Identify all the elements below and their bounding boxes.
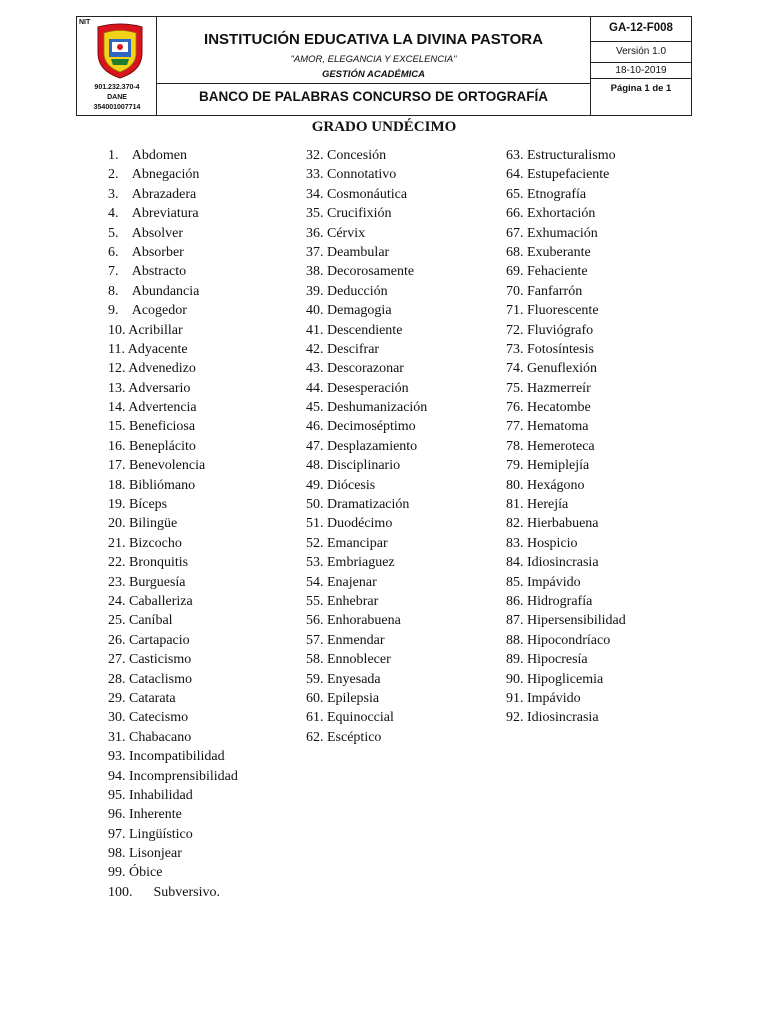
word-item: 86. Hidrografía (506, 593, 593, 609)
word-item: 17. Benevolencia (108, 458, 206, 474)
word-item: 80. Hexágono (506, 477, 585, 493)
word-item: 70. Fanfarrón (506, 283, 583, 299)
word-item: 15. Beneficiosa (108, 419, 196, 435)
word-item: 40. Demagogia (306, 303, 392, 319)
word-item: 59. Enyesada (306, 671, 381, 687)
word-item: 56. Enhorabuena (306, 613, 401, 629)
word-item: 9. Acogedor (108, 303, 187, 319)
word-item: 47. Desplazamiento (306, 438, 418, 454)
word-item: 43. Descorazonar (306, 361, 404, 377)
document-title: BANCO DE PALABRAS CONCURSO DE ORTOGRAFÍA (198, 89, 548, 104)
word-item: 79. Hemiplejía (506, 458, 590, 474)
word-item: 76. Hecatombe (506, 400, 591, 416)
word-item: 30. Catecismo (108, 710, 189, 726)
word-item: 57. Enmendar (306, 632, 385, 648)
word-item: 37. Deambular (306, 244, 390, 260)
word-item: 50. Dramatización (306, 497, 410, 513)
word-item: 71. Fluorescente (506, 303, 599, 319)
institution-name: INSTITUCIÓN EDUCATIVA LA DIVINA PASTORA (204, 31, 543, 48)
word-item: 44. Desesperación (306, 380, 409, 396)
word-item: 96. Inherente (108, 807, 182, 823)
word-item: 10. Acribillar (108, 322, 183, 338)
word-item: 82. Hierbabuena (506, 516, 599, 532)
word-item: 61. Equinoccial (306, 710, 394, 726)
word-item: 5. Absolver (108, 225, 184, 241)
word-item: 46. Decimoséptimo (306, 419, 416, 435)
page-number: Página 1 de 1 (610, 83, 672, 94)
title-cell (157, 17, 591, 115)
divider (157, 83, 590, 84)
word-item: 25. Caníbal (108, 613, 173, 629)
word-item: 58. Ennoblecer (306, 652, 391, 668)
word-item: 23. Burguesía (108, 574, 186, 590)
word-item: 84. Idiosincrasia (506, 555, 599, 571)
word-item: 77. Hematoma (506, 419, 589, 435)
word-item: 52. Emancipar (306, 535, 388, 551)
word-item: 67. Exhumación (506, 225, 598, 241)
word-item: 27. Casticismo (108, 652, 192, 668)
word-item: 12. Advenedizo (108, 361, 196, 377)
word-item: 100. Subversivo. (108, 884, 220, 900)
word-item: 69. Fehaciente (506, 264, 588, 280)
word-item: 35. Crucifixión (306, 206, 392, 222)
word-item: 32. Concesión (306, 148, 387, 163)
word-item: 54. Enajenar (306, 574, 377, 590)
word-item: 45. Deshumanización (306, 400, 428, 416)
logo-cell (77, 17, 157, 115)
word-item: 7. Abstracto (108, 264, 187, 280)
word-item: 68. Exuberante (506, 244, 591, 260)
word-item: 29. Catarata (108, 690, 176, 706)
word-item: 33. Connotativo (306, 167, 397, 183)
word-item: 83. Hospicio (506, 535, 578, 551)
word-item: 62. Escéptico (306, 729, 382, 745)
word-item: 4. Abreviatura (108, 206, 199, 222)
word-item: 89. Hipocresía (506, 652, 588, 668)
document-code: GA-12-F008 (591, 17, 691, 42)
word-item: 22. Bronquitis (108, 555, 189, 571)
dane-value: 354001007714 (93, 104, 141, 111)
nit-label: NIT (79, 19, 91, 26)
word-item: 16. Beneplácito (108, 438, 196, 454)
word-item: 42. Descifrar (306, 341, 380, 357)
word-item: 6. Absorber (108, 244, 184, 260)
word-item: 72. Fluviógrafo (506, 322, 594, 338)
word-column-3 (506, 146, 626, 728)
word-item: 14. Advertencia (108, 400, 197, 416)
word-item: 97. Lingüístico (108, 826, 193, 842)
word-item: 99. Óbice (108, 865, 163, 881)
word-item: 24. Caballeriza (108, 593, 193, 609)
word-item: 21. Bizcocho (108, 535, 182, 551)
word-item: 41. Descendiente (306, 322, 403, 338)
word-item: 48. Disciplinario (306, 458, 401, 474)
word-item: 63. Estructuralismo (506, 148, 616, 163)
word-item: 3. Abrazadera (108, 186, 197, 202)
word-item: 39. Deducción (306, 283, 388, 299)
word-item: 88. Hipocondríaco (506, 632, 611, 648)
word-item: 26. Cartapacio (108, 632, 190, 648)
word-item: 13. Adversario (108, 380, 191, 396)
word-item: 31. Chabacano (108, 729, 192, 745)
word-item: 85. Impávido (506, 574, 581, 590)
word-item: 81. Herejía (506, 497, 569, 513)
word-column-1 (108, 146, 238, 902)
dane-label: DANE (107, 94, 127, 101)
word-item: 95. Inhabilidad (108, 787, 193, 803)
word-item: 65. Etnografía (506, 186, 587, 202)
word-item: 74. Genuflexión (506, 361, 597, 377)
word-item: 93. Incompatibilidad (108, 749, 225, 765)
word-item: 20. Bilingüe (108, 516, 178, 532)
institution-motto: "AMOR, ELEGANCIA Y EXCELENCIA" (290, 54, 457, 65)
word-item: 8. Abundancia (108, 283, 200, 299)
word-item: 34. Cosmonáutica (306, 186, 408, 202)
word-item: 87. Hipersensibilidad (506, 613, 626, 629)
word-item: 51. Duodécimo (306, 516, 393, 532)
word-item: 55. Enhebrar (306, 593, 379, 609)
grade-title: GRADO UNDÉCIMO (311, 119, 457, 135)
word-item: 2. Abnegación (108, 167, 200, 183)
document-version: Versión 1.0 (591, 42, 691, 63)
word-item: 53. Embriaguez (306, 555, 395, 571)
word-item: 92. Idiosincrasia (506, 710, 599, 726)
word-item: 91. Impávido (506, 690, 581, 706)
nit-value: 901.232.370-4 (94, 84, 140, 91)
word-item: 60. Epilepsia (306, 690, 380, 706)
word-item: 66. Exhortación (506, 206, 596, 222)
word-column-2 (306, 146, 427, 747)
word-item: 28. Cataclismo (108, 671, 192, 687)
word-item: 49. Diócesis (306, 477, 376, 493)
word-item: 78. Hemeroteca (506, 438, 595, 454)
word-item: 94. Incomprensibilidad (108, 768, 238, 784)
word-item: 1. Abdomen (108, 148, 187, 163)
word-item: 64. Estupefaciente (506, 167, 610, 183)
word-item: 19. Bíceps (108, 497, 168, 513)
meta-cell (591, 17, 691, 115)
department-name: GESTIÓN ACADÉMICA (321, 69, 426, 80)
word-item: 18. Bibliómano (108, 477, 196, 493)
word-item: 90. Hipoglicemia (506, 671, 604, 687)
document-date: 18-10-2019 (591, 63, 691, 79)
word-item: 75. Hazmerreír (506, 380, 591, 396)
word-item: 98. Lisonjear (108, 846, 182, 862)
document-header (76, 16, 692, 116)
word-item: 36. Cérvix (306, 225, 366, 241)
word-item: 38. Decorosamente (306, 264, 415, 280)
word-item: 73. Fotosíntesis (506, 341, 594, 357)
word-item: 11. Adyacente (108, 341, 188, 357)
school-crest-icon (94, 23, 146, 79)
